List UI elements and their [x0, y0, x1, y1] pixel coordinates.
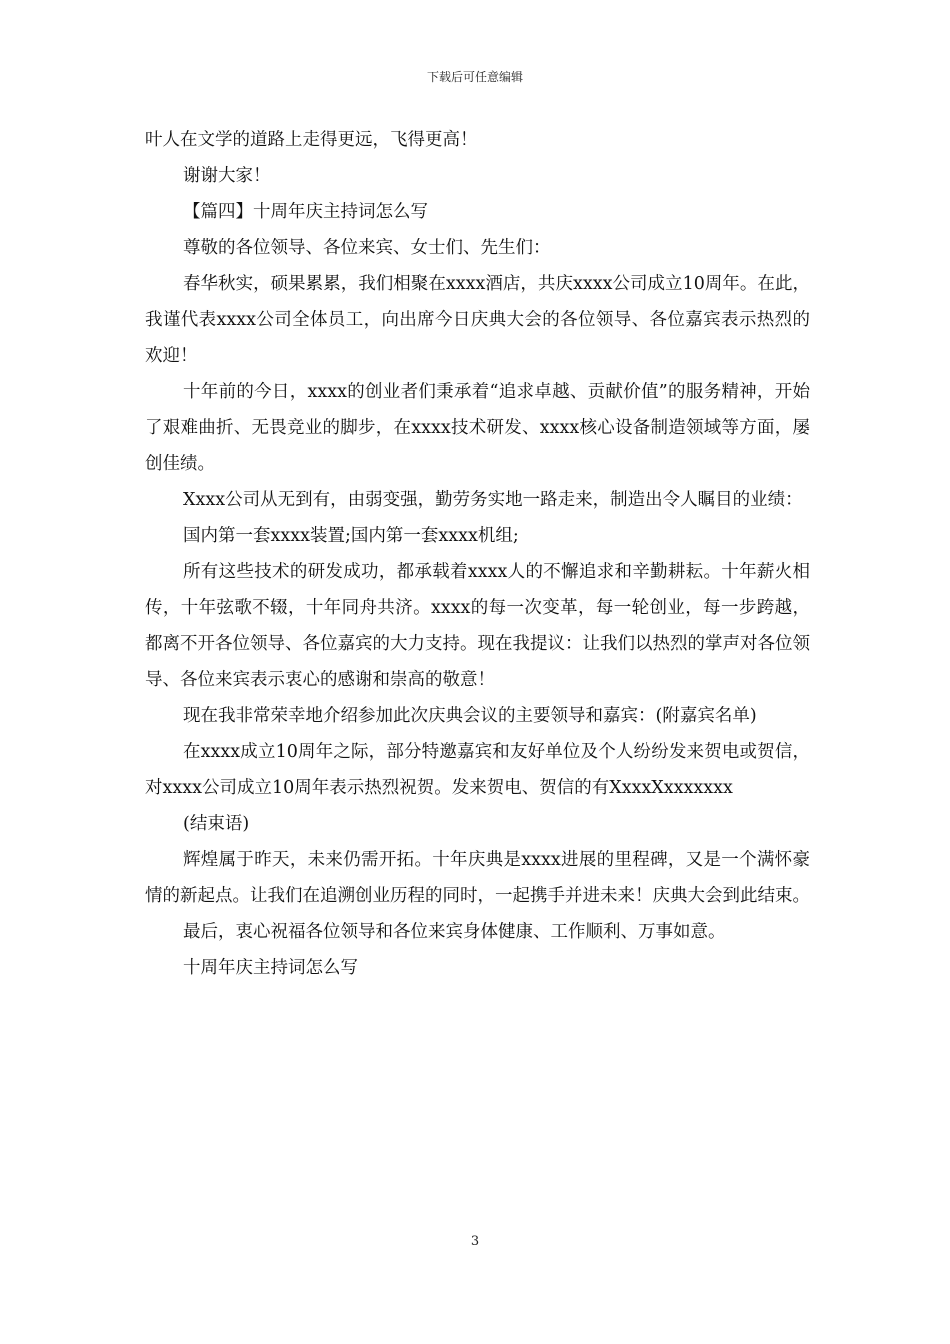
- paragraph: 十周年庆主持词怎么写: [183, 958, 358, 978]
- paragraph: (结束语): [183, 814, 250, 834]
- paragraph: 最后，衷心祝福各位领导和各位来宾身体健康、工作顺利、万事如意。: [183, 922, 726, 942]
- paragraph: 春华秋实，硕果累累，我们相聚在xxxx酒店，共庆xxxx公司成立10周年。在此，我谨代表xxxx公司全体员工，向出席今日庆典大会的各位领导、各位嘉宾表示热烈的欢迎！: [145, 274, 810, 366]
- paragraph: 谢谢大家！: [183, 166, 271, 186]
- page-header: 下载后可任意编辑: [426, 70, 523, 84]
- page-number: 3: [470, 1234, 480, 1249]
- paragraph: 在xxxx成立10周年之际，部分特邀嘉宾和友好单位及个人纷纷发来贺电或贺信，对xxxx公司成立10周年表示热烈祝贺。发来贺电、贺信的有XxxxXxxxxxxx: [145, 742, 810, 798]
- salutation: 尊敬的各位领导、各位来宾、女士们、先生们：: [183, 238, 551, 258]
- document-body: [145, 122, 810, 986]
- paragraph: Xxxx公司从无到有，由弱变强，勤劳务实地一路走来，制造出令人瞩目的业绩：: [183, 490, 803, 510]
- paragraph: 叶人在文学的道路上走得更远，飞得更高！: [145, 130, 478, 150]
- paragraph: 十年前的今日，xxxx的创业者们秉承着“追求卓越、贡献价值”的服务精神，开始了艰难曲折、无畏竞业的脚步，在xxxx技术研发、xxxx核心设备制造领域等方面，屡创佳绩。: [145, 382, 810, 474]
- paragraph: 现在我非常荣幸地介绍参加此次庆典会议的主要领导和嘉宾：(附嘉宾名单): [183, 706, 757, 726]
- paragraph: 辉煌属于昨天，未来仍需开拓。十年庆典是xxxx进展的里程碑，又是一个满怀豪情的新起点。让我们在追溯创业历程的同时，一起携手并进未来！庆典大会到此结束。: [145, 850, 810, 906]
- paragraph: 所有这些技术的研发成功，都承载着xxxx人的不懈追求和辛勤耕耘。十年薪火相传，十年弦歌不辍，十年同舟共济。xxxx的每一次变革，每一轮创业，每一步跨越，都离不开各位领导、各位嘉宾的大力支持。现在我提议：让我们以热烈的掌声对各位领导、各位来宾表示衷心的感谢和崇高的敬意！: [145, 562, 810, 690]
- paragraph: 国内第一套xxxx装置;国内第一套xxxx机组;: [183, 526, 519, 546]
- section-heading: 【篇四】十周年庆主持词怎么写: [183, 202, 428, 222]
